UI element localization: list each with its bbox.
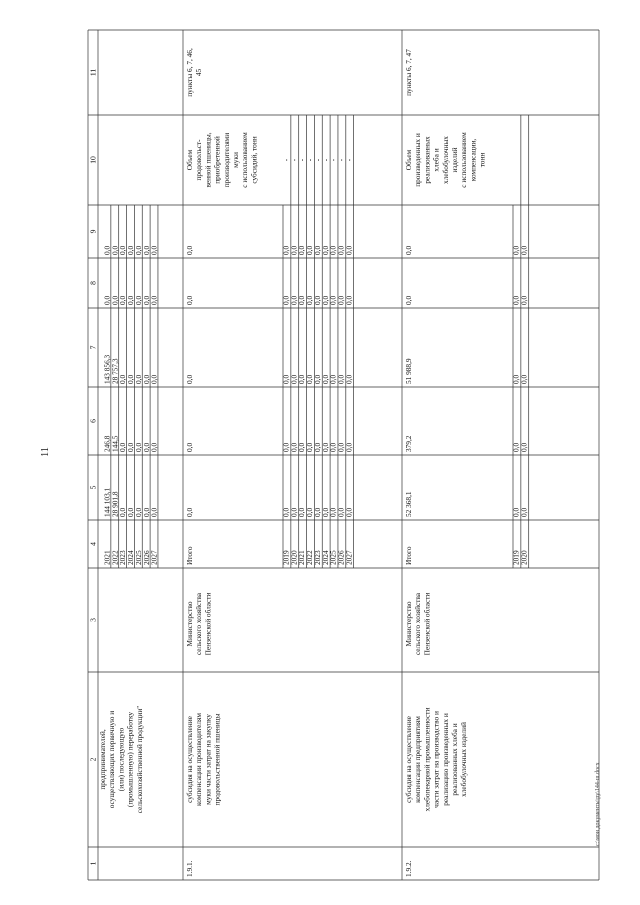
value-cell: 0,0 — [519, 295, 529, 305]
item-indicator-line: продовольст- — [194, 139, 204, 181]
year-cell: 2025 — [328, 550, 338, 565]
value-cell: 0,0 — [511, 374, 521, 384]
item-reference-line: пункты 6, 7, 47 — [404, 49, 413, 96]
value-cell: 0,0 — [328, 507, 338, 517]
value-cell: 0,0 — [305, 442, 315, 452]
item-indicator-line: муки — [231, 152, 240, 168]
value-cell: 0,0 — [133, 374, 143, 384]
value-cell: 0,0 — [404, 295, 413, 305]
value-cell: 0,0 — [519, 374, 529, 384]
value-cell: 0,0 — [185, 295, 194, 305]
item-indicator-line: субсидий, тонн — [249, 136, 259, 184]
continuation-description-line: (или) последующую — [116, 727, 126, 792]
value-cell: 0,0 — [102, 295, 112, 305]
value-cell: 0,0 — [126, 295, 136, 305]
column-number-header: 4 — [88, 542, 98, 546]
column-number-header: 11 — [88, 68, 98, 77]
item-indicator-line: Объем — [404, 149, 413, 171]
value-cell: 0,0 — [185, 507, 194, 517]
year-cell: 2025 — [133, 550, 143, 565]
value-cell: 0,0 — [305, 245, 315, 255]
value-cell: 0,0 — [297, 374, 307, 384]
column-number-header: 6 — [88, 419, 98, 423]
value-cell: 0,0 — [344, 442, 354, 452]
value-cell: 0,0 — [133, 295, 143, 305]
value-cell: 0,0 — [141, 245, 151, 255]
footer-path: c:\мои документы\ру\144-ш.docx — [595, 762, 601, 846]
value-cell: 0,0 — [328, 374, 338, 384]
value-cell: 0,0 — [312, 245, 322, 255]
value-cell: 0,0 — [320, 442, 330, 452]
column-number-header: 10 — [88, 156, 98, 164]
item-indicator-line: с использованием — [240, 132, 250, 188]
item-indicator-line: хлеба и — [431, 148, 441, 172]
value-cell: 0,0 — [328, 442, 338, 452]
value-cell: 0,0 — [519, 507, 529, 517]
indicator-value-cell: - — [328, 158, 338, 162]
value-cell: 0,0 — [289, 507, 299, 517]
value-cell: 0,0 — [102, 245, 112, 255]
column-number-header: 5 — [88, 485, 98, 490]
year-cell: 2019 — [281, 550, 291, 565]
value-cell: 28 757,3 — [110, 358, 120, 384]
item-indicator-line: Объем — [185, 149, 194, 171]
value-cell: 0,0 — [312, 374, 322, 384]
value-cell: 0,0 — [320, 374, 330, 384]
item-description-line: продовольственной пшеницы — [212, 713, 222, 806]
value-cell: 0,0 — [297, 507, 307, 517]
value-cell: 0,0 — [305, 374, 315, 384]
value-cell: 0,0 — [511, 442, 521, 452]
year-cell: 2021 — [297, 550, 307, 565]
column-number-header: 2 — [88, 757, 98, 762]
item-description-line: реализованных хлеба и — [450, 723, 459, 796]
indicator-value-cell: - — [320, 158, 330, 162]
value-cell: 28 901,8 — [110, 491, 120, 517]
value-cell: 0,0 — [320, 295, 330, 305]
value-cell: 0,0 — [149, 507, 159, 517]
item-executor-line: Пензенской области — [422, 592, 432, 656]
value-cell: 52 368,1 — [404, 491, 413, 517]
item-indicator-line: компенсации, — [468, 138, 478, 182]
value-cell: 0,0 — [305, 507, 315, 517]
value-cell: 0,0 — [281, 295, 291, 305]
item-number: 1.9.2. — [404, 860, 413, 877]
year-cell: 2026 — [141, 550, 151, 565]
item-indicator-line: тонн — [477, 152, 487, 168]
value-cell: 0,0 — [118, 374, 128, 384]
column-number-header: 9 — [88, 229, 98, 234]
value-cell: 0,0 — [110, 295, 120, 305]
indicator-value-cell: - — [312, 158, 322, 162]
item-executor-line: Министерство — [185, 601, 194, 647]
item-indicator-line: с использованием — [459, 132, 469, 188]
value-cell: 0,0 — [336, 507, 346, 517]
year-cell: Итого — [185, 546, 194, 565]
continuation-description-line: сельскохозяйственной продукции" — [134, 705, 144, 814]
value-cell: 0,0 — [126, 374, 136, 384]
value-cell: 0,0 — [297, 295, 307, 305]
value-cell: 0,0 — [141, 295, 151, 305]
item-executor-line: Пензенской области — [203, 592, 213, 656]
value-cell: 0,0 — [336, 295, 346, 305]
value-cell: 0,0 — [118, 295, 128, 305]
value-cell: 0,0 — [141, 442, 151, 452]
value-cell: 0,0 — [149, 245, 159, 255]
value-cell: 143 856,3 — [102, 354, 112, 384]
value-cell: 0,0 — [141, 374, 151, 384]
year-cell: 2023 — [118, 550, 128, 565]
value-cell: 0,0 — [118, 245, 128, 255]
value-cell: 0,0 — [312, 295, 322, 305]
item-indicator-line: венной пшеницы, — [203, 132, 213, 188]
item-executor-line: сельского хозяйства — [413, 592, 423, 656]
value-cell: 0,0 — [118, 442, 128, 452]
value-cell: 0,0 — [133, 442, 143, 452]
year-cell: 2020 — [519, 550, 529, 565]
item-description-line: хлебопекарной промышленности — [422, 707, 432, 812]
year-cell: 2024 — [320, 550, 330, 565]
value-cell: 0,0 — [126, 442, 136, 452]
value-cell: 0,0 — [185, 442, 194, 452]
value-cell: 0,0 — [185, 245, 194, 255]
year-cell: 2022 — [305, 550, 315, 565]
item-indicator-line: хлебобулочных — [440, 136, 450, 184]
year-cell: 2026 — [336, 550, 346, 565]
item-reference-line: пункты 6, 7, 46, — [185, 48, 194, 97]
value-cell: 144,5 — [110, 435, 120, 452]
item-indicator-line: реализованных — [422, 136, 432, 184]
value-cell: 0,0 — [126, 245, 136, 255]
indicator-value-cell: - — [305, 158, 315, 162]
value-cell: 0,0 — [149, 295, 159, 305]
value-cell: 0,0 — [149, 374, 159, 384]
value-cell: 0,0 — [141, 507, 151, 517]
item-executor-line: сельского хозяйства — [194, 592, 204, 656]
continuation-description-line: осуществляющих первичную и — [107, 710, 117, 809]
value-cell: 144 103,1 — [102, 487, 112, 517]
value-cell: 0,0 — [126, 507, 136, 517]
value-cell: 0,0 — [281, 245, 291, 255]
item-indicator-line: изделий — [450, 147, 459, 173]
value-cell: 0,0 — [336, 374, 346, 384]
item-description-line: муки части затрат на закупку — [203, 714, 213, 805]
indicator-value-cell: - — [336, 158, 346, 162]
item-description-line: части затрат на производство и — [431, 711, 441, 808]
value-cell: 0,0 — [110, 245, 120, 255]
value-cell: 0,0 — [320, 245, 330, 255]
item-executor-line: Министерство — [404, 601, 413, 647]
value-cell: 0,0 — [297, 442, 307, 452]
continuation-description-line: (промышленную) переработку — [125, 711, 135, 808]
value-cell: 0,0 — [133, 245, 143, 255]
value-cell: 0,0 — [185, 374, 194, 384]
page-number: 11 — [40, 447, 51, 457]
continuation-description-line: предпринимателей, — [98, 729, 107, 790]
item-indicator-line: производителями — [221, 132, 231, 188]
value-cell: 0,0 — [336, 245, 346, 255]
value-cell: 0,0 — [328, 295, 338, 305]
year-cell: 2024 — [126, 550, 136, 565]
value-cell: 0,0 — [305, 295, 315, 305]
value-cell: 0,0 — [328, 245, 338, 255]
value-cell: 0,0 — [289, 245, 299, 255]
year-cell: 2021 — [102, 550, 112, 565]
financing-table — [88, 30, 599, 880]
item-description-line: реализацию произведенных и — [440, 713, 450, 806]
value-cell: 0,0 — [281, 374, 291, 384]
value-cell: 0,0 — [118, 507, 128, 517]
value-cell: 0,0 — [519, 442, 529, 452]
value-cell: 0,0 — [149, 442, 159, 452]
indicator-value-cell: - — [344, 158, 354, 162]
column-number-header: 7 — [88, 345, 98, 350]
value-cell: 0,0 — [289, 374, 299, 384]
column-number-header: 3 — [88, 618, 98, 622]
value-cell: 51 988,9 — [404, 358, 413, 384]
year-cell: Итого — [404, 546, 413, 565]
value-cell: 0,0 — [344, 507, 354, 517]
value-cell: 246,8 — [102, 435, 112, 452]
item-reference-line: 45 — [194, 68, 204, 77]
value-cell: 0,0 — [320, 507, 330, 517]
year-cell: 2022 — [110, 550, 120, 565]
value-cell: 0,0 — [336, 442, 346, 452]
value-cell: 0,0 — [297, 245, 307, 255]
column-number-header: 1 — [88, 861, 98, 866]
item-indicator-line: произведенных и — [413, 133, 423, 187]
item-indicator-line: приобретенной — [212, 136, 222, 184]
year-cell: 2027 — [149, 550, 159, 565]
value-cell: 0,0 — [511, 245, 521, 255]
item-description-line: компенсации предприятиям — [413, 716, 423, 803]
value-cell: 0,0 — [519, 245, 529, 255]
value-cell: 0,0 — [344, 245, 354, 255]
value-cell: 379,2 — [404, 435, 413, 452]
item-description-line: субсидия на осуществление — [404, 716, 413, 803]
value-cell: 0,0 — [344, 295, 354, 305]
value-cell: 0,0 — [312, 442, 322, 452]
value-cell: 0,0 — [404, 245, 413, 255]
year-cell: 2023 — [312, 550, 322, 565]
value-cell: 0,0 — [281, 507, 291, 517]
value-cell: 0,0 — [133, 507, 143, 517]
value-cell: 0,0 — [281, 442, 291, 452]
value-cell: 0,0 — [289, 442, 299, 452]
indicator-value-cell: - — [289, 158, 299, 162]
item-description-line: субсидия на осуществление — [185, 716, 194, 803]
indicator-value-cell: - — [297, 158, 307, 162]
value-cell: 0,0 — [312, 507, 322, 517]
value-cell: 0,0 — [344, 374, 354, 384]
column-number-header: 8 — [88, 281, 98, 285]
year-cell: 2019 — [511, 550, 521, 565]
value-cell: 0,0 — [289, 295, 299, 305]
item-description-line: компенсации производителям — [194, 713, 204, 806]
year-cell: 2027 — [344, 550, 354, 565]
value-cell: 0,0 — [511, 507, 521, 517]
value-cell: 0,0 — [511, 295, 521, 305]
year-cell: 2020 — [289, 550, 299, 565]
indicator-value-cell: - — [281, 158, 291, 162]
item-description-line: хлебобулочных изделий — [459, 722, 469, 797]
item-number: 1.9.1. — [185, 860, 194, 877]
